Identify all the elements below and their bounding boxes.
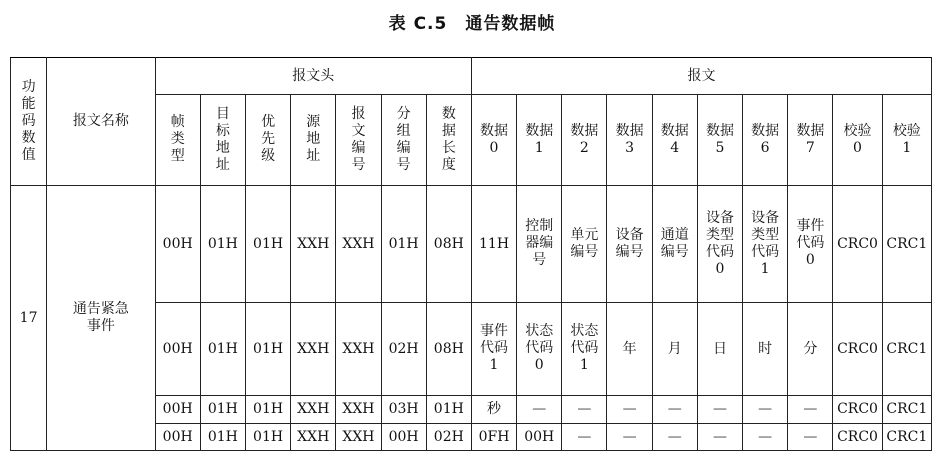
cell: CRC1 [882, 424, 931, 451]
cell: CRC0 [833, 186, 882, 303]
cell: XXH [336, 303, 381, 396]
cell: 日 [697, 303, 742, 396]
header-frame-type: 帧 类 型 [155, 95, 200, 186]
header-priority: 优 先 级 [245, 95, 290, 186]
cell: 03H [381, 396, 426, 424]
cell: 分 [788, 303, 833, 396]
header-data-6: 数据 6 [743, 95, 788, 186]
cell: — [788, 396, 833, 424]
header-data-3: 数据 3 [607, 95, 652, 186]
cell: 01H [245, 424, 290, 451]
header-group-number: 分 组 编 号 [381, 95, 426, 186]
cell: — [697, 396, 742, 424]
cell: 01H [245, 186, 290, 303]
cell: 00H [155, 396, 200, 424]
header-data-length: 数 据 长 度 [426, 95, 471, 186]
cell: — [788, 424, 833, 451]
cell: 设备 类型 代码 1 [743, 186, 788, 303]
cell: 11H [471, 186, 516, 303]
cell: 单元 编号 [562, 186, 607, 303]
cell: XXH [336, 186, 381, 303]
cell: 01H [245, 396, 290, 424]
header-target-address: 目 标 地 址 [200, 95, 245, 186]
cell: — [743, 396, 788, 424]
cell: 02H [426, 424, 471, 451]
cell: — [562, 396, 607, 424]
cell: 01H [426, 396, 471, 424]
cell: 年 [607, 303, 652, 396]
cell: — [517, 396, 562, 424]
header-data-0: 数据 0 [471, 95, 516, 186]
cell: — [652, 396, 697, 424]
cell: 00H [155, 303, 200, 396]
cell: 设备 类型 代码 0 [697, 186, 742, 303]
cell: 设备 编号 [607, 186, 652, 303]
header-checksum-1: 校验 1 [882, 95, 931, 186]
header-data-4: 数据 4 [652, 95, 697, 186]
cell: — [743, 424, 788, 451]
cell: 01H [245, 303, 290, 396]
header-message-number: 报 文 编 号 [336, 95, 381, 186]
header-message-head: 报文头 [155, 58, 471, 95]
cell: 月 [652, 303, 697, 396]
header-source-address: 源 地 址 [291, 95, 336, 186]
cell: XXH [291, 303, 336, 396]
cell: 秒 [471, 396, 516, 424]
cell: 控制 器编 号 [517, 186, 562, 303]
cell: 02H [381, 303, 426, 396]
cell: 08H [426, 303, 471, 396]
cell: CRC0 [833, 424, 882, 451]
header-data-1: 数据 1 [517, 95, 562, 186]
cell: 01H [200, 396, 245, 424]
cell: — [697, 424, 742, 451]
func-code-value: 17 [11, 186, 47, 451]
cell: XXH [291, 424, 336, 451]
cell: 通道 编号 [652, 186, 697, 303]
header-data-5: 数据 5 [697, 95, 742, 186]
cell: XXH [291, 396, 336, 424]
cell: — [607, 424, 652, 451]
header-func-code: 功 能 码 数 值 [11, 58, 47, 186]
header-checksum-0: 校验 0 [833, 95, 882, 186]
header-data-7: 数据 7 [788, 95, 833, 186]
cell: — [562, 424, 607, 451]
cell: XXH [336, 424, 381, 451]
message-name-cell: 通告紧急 事件 [47, 186, 155, 451]
cell: 事件 代码 0 [788, 186, 833, 303]
cell: 08H [426, 186, 471, 303]
cell: 01H [200, 424, 245, 451]
table-title: 表 C.5 通告数据帧 [388, 14, 556, 34]
header-message-name: 报文名称 [47, 58, 155, 186]
cell: 01H [200, 303, 245, 396]
table-row [11, 186, 932, 303]
cell: XXH [291, 186, 336, 303]
notification-frame-table [10, 57, 932, 451]
header-message-body: 报文 [471, 58, 931, 95]
cell: 状态 代码 1 [562, 303, 607, 396]
cell: 00H [381, 424, 426, 451]
cell: — [607, 396, 652, 424]
cell: CRC1 [882, 396, 931, 424]
cell: 00H [155, 424, 200, 451]
cell: 01H [381, 186, 426, 303]
cell: — [652, 424, 697, 451]
cell: 00H [155, 186, 200, 303]
header-data-2: 数据 2 [562, 95, 607, 186]
cell: 00H [517, 424, 562, 451]
cell: XXH [336, 396, 381, 424]
cell: 01H [200, 186, 245, 303]
cell: CRC0 [833, 303, 882, 396]
cell: CRC1 [882, 186, 931, 303]
cell: 事件 代码 1 [471, 303, 516, 396]
cell: CRC0 [833, 396, 882, 424]
cell: 时 [743, 303, 788, 396]
cell: 0FH [471, 424, 516, 451]
cell: CRC1 [882, 303, 931, 396]
cell: 状态 代码 0 [517, 303, 562, 396]
